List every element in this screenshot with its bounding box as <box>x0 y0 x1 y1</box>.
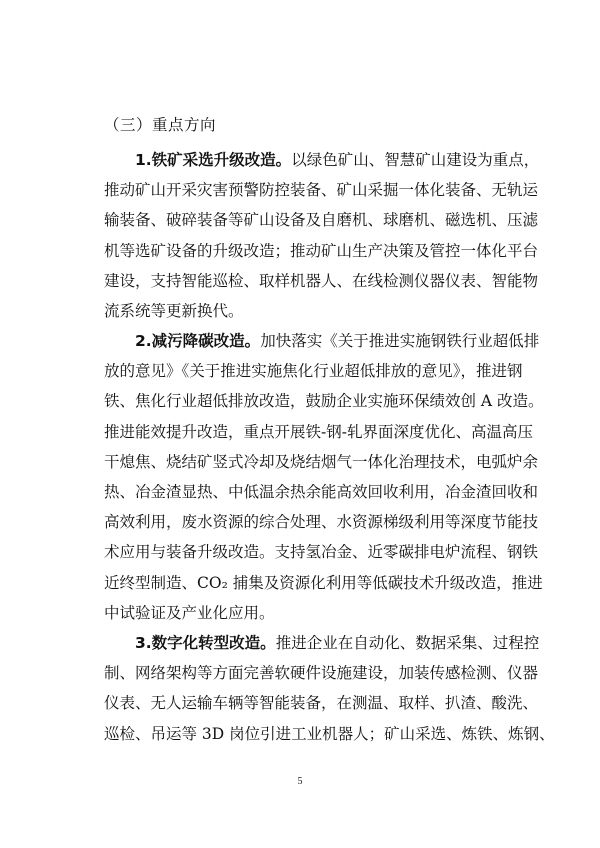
paragraph-line: 推进能效提升改造，重点开展铁-钢-轧界面深度优化、高温高压 <box>104 422 533 441</box>
paragraph-line: 建设，支持智能巡检、取样机器人、在线检测仪器仪表、智能物 <box>104 271 539 290</box>
paragraph-line: 近终型制造、CO₂ 捕集及资源化利用等低碳技术升级改造，推进 <box>104 573 543 592</box>
paragraph-text: 推进企业在自动化、数据采集、过程控 <box>275 634 540 652</box>
paragraph-line: 热、冶金渣显热、中低温余热余能高效回收利用，冶金渣回收和 <box>104 483 539 502</box>
paragraph-line: 流系统等更新换代。 <box>104 302 244 321</box>
paragraph-line <box>104 145 540 175</box>
paragraph-lead: 2.减污降碳改造。 <box>135 332 261 350</box>
section-heading: （三）重点方向 <box>104 116 217 134</box>
paragraph-line: 干熄焦、烧结矿竖式冷却及烧结烟气一体化治理技术，电弧炉余 <box>104 452 539 471</box>
paragraph-iron-ore <box>104 145 540 326</box>
paragraph-line: 放的意见》《关于推进实施焦化行业超低排放的意见》，推进钢 <box>104 362 523 381</box>
paragraph-line: 高效利用，废水资源的综合处理、水资源梯级利用等深度节能技 <box>104 513 539 532</box>
paragraph-lead: 3.数字化转型改造。 <box>135 634 276 652</box>
paragraph-line: 机等选矿设备的升级改造；推动矿山生产决策及管控一体化平台 <box>104 241 539 260</box>
paragraph-line: 仪表、无人运输车辆等智能装备，在测温、取样、扒渣、酸洗、 <box>104 694 539 713</box>
paragraph-line <box>104 628 540 658</box>
paragraph-line: 输装备、破碎装备等矿山设备及自磨机、球磨机、磁选机、压滤 <box>104 211 539 230</box>
paragraph-line <box>104 326 540 356</box>
paragraph-line: 推动矿山开采灾害预警防控装备、矿山采掘一体化装备、无轨运 <box>104 181 539 200</box>
paragraph-line: 制、网络架构等方面完善软硬件设施建设，加装传感检测、仪器 <box>104 664 539 683</box>
paragraph-digital-transformation <box>104 628 555 749</box>
paragraph-text: 以绿色矿山、智慧矿山建设为重点， <box>291 151 540 169</box>
paragraph-pollution-carbon <box>104 326 544 628</box>
paragraph-text: 加快落实《关于推进实施钢铁行业超低排 <box>260 332 540 350</box>
paragraph-lead: 1.铁矿采选升级改造。 <box>135 151 292 169</box>
paragraph-line: 术应用与装备升级改造。支持氢冶金、近零碳排电炉流程、钢铁 <box>104 543 539 562</box>
paragraph-line: 中试验证及产业化应用。 <box>104 603 275 622</box>
paragraph-line: 巡检、吊运等 3D 岗位引进工业机器人；矿山采选、炼铁、炼钢、 <box>104 724 555 743</box>
page-number: 5 <box>297 776 303 787</box>
paragraph-line: 铁、焦化行业超低排放改造，鼓励企业实施环保绩效创 A 改造。 <box>104 392 544 411</box>
